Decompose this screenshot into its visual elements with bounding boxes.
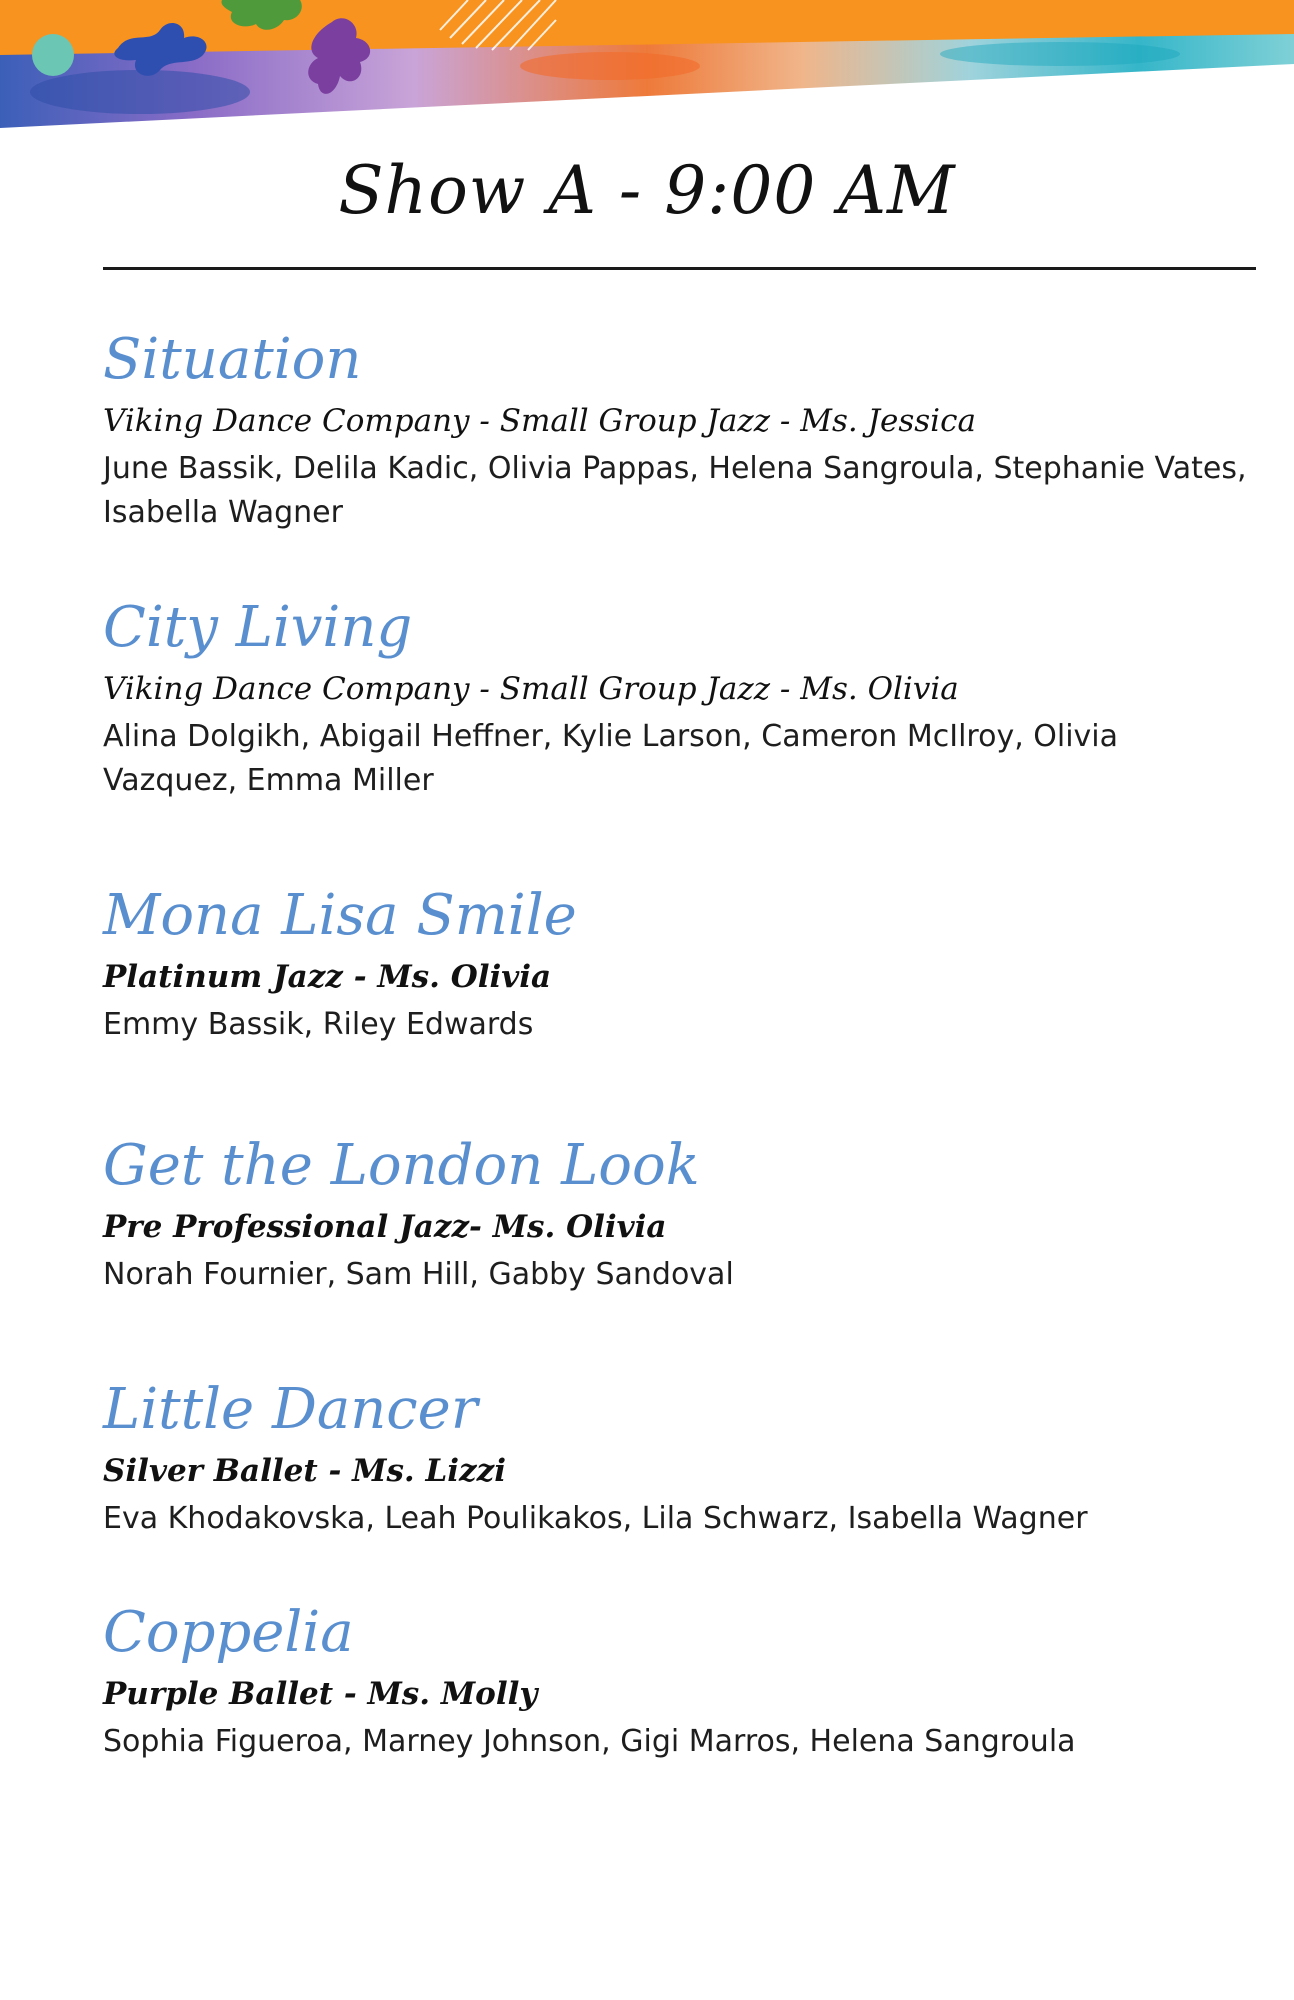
piece-subtitle: Silver Ballet - Ms. Lizzi	[103, 1453, 507, 1489]
wash-swirl-orange	[520, 52, 700, 80]
teal-dot	[32, 34, 74, 76]
piece-subtitle: Platinum Jazz - Ms. Olivia	[103, 959, 552, 995]
wash-swirl-teal	[940, 42, 1180, 66]
piece-dancers: Norah Fournier, Sam Hill, Gabby Sandoval	[103, 1257, 734, 1292]
piece-title: Little Dancer	[103, 1377, 478, 1442]
wash-swirl-blue	[30, 70, 250, 114]
show-title: Show A - 9:00 AM	[338, 152, 956, 229]
piece-subtitle: Viking Dance Company - Small Group Jazz - Ms. Olivia	[103, 671, 959, 707]
piece-subtitle: Pre Professional Jazz- Ms. Olivia	[103, 1209, 667, 1245]
watercolor-banner	[0, 0, 1294, 135]
program-item-mona-lisa-smile	[103, 883, 1253, 1047]
program-item-little-dancer	[103, 1377, 1253, 1541]
piece-title: Get the London Look	[103, 1133, 700, 1198]
piece-dancers: Alina Dolgikh, Abigail Heffner, Kylie Larson, Cameron McIlroy, Olivia Vazquez, Emma Miller	[103, 719, 1119, 798]
piece-title: Mona Lisa Smile	[103, 883, 577, 948]
program-item-get-the-london-look	[103, 1133, 1253, 1297]
piece-title: Coppelia	[103, 1600, 354, 1665]
piece-subtitle: Purple Ballet - Ms. Molly	[103, 1676, 538, 1712]
piece-title: City Living	[103, 595, 413, 660]
piece-dancers: Emmy Bassik, Riley Edwards	[103, 1007, 534, 1042]
piece-title: Situation	[103, 327, 362, 392]
piece-dancers: Eva Khodakovska, Leah Poulikakos, Lila Schwarz, Isabella Wagner	[103, 1501, 1088, 1536]
title-divider	[103, 267, 1256, 270]
piece-dancers: June Bassik, Delila Kadic, Olivia Pappas, Helena Sangroula, Stephanie Vates, Isabella Wagner	[103, 451, 1247, 530]
program-item-city-living	[103, 595, 1253, 803]
piece-dancers: Sophia Figueroa, Marney Johnson, Gigi Marros, Helena Sangroula	[103, 1724, 1076, 1759]
program-item-coppelia	[103, 1600, 1253, 1764]
program-item-situation	[103, 327, 1253, 535]
piece-subtitle: Viking Dance Company - Small Group Jazz - Ms. Jessica	[103, 403, 976, 439]
